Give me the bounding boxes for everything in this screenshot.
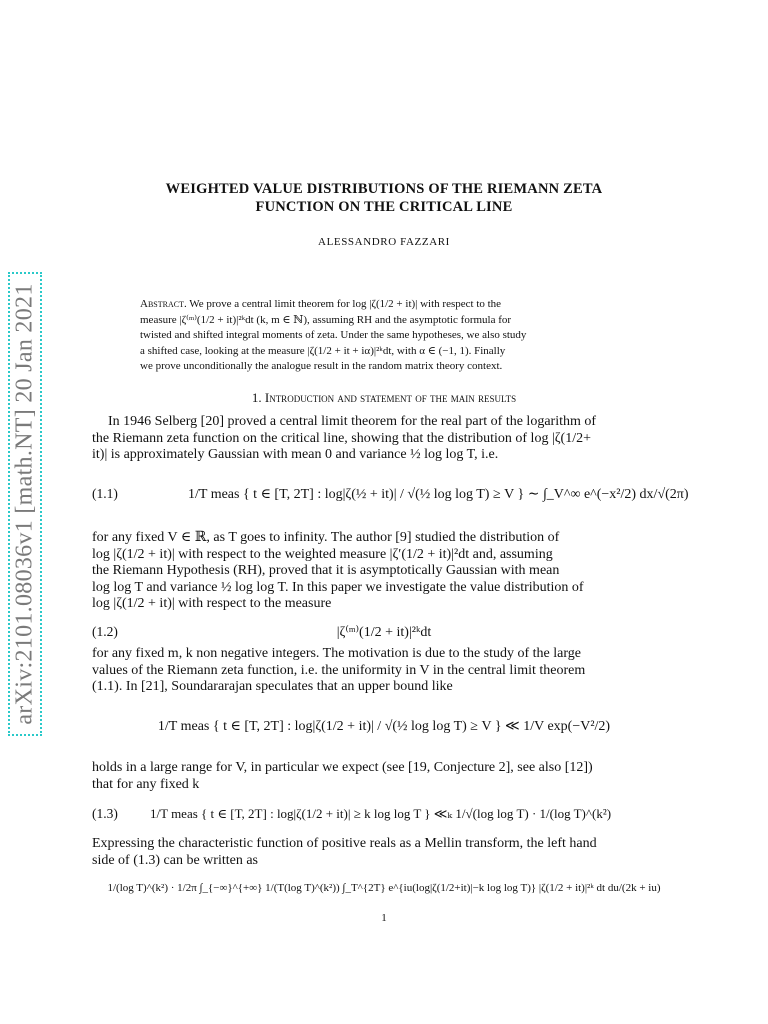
text-line: it)| is approximately Gaussian with mean 0 and variance ½ log log T, i.e. (92, 447, 499, 462)
abstract-line: we prove unconditionally the analogue result in the random matrix theory context. (140, 360, 503, 372)
text-line: side of (1.3) can be written as (92, 852, 258, 868)
arxiv-stamp (8, 272, 42, 736)
equation-label-1-2: (1.2) (92, 624, 118, 639)
equation-1-3: 1/T meas { t ∈ [T, 2T] : log|ζ(1/2 + it)| ≥ k log log T } ≪ₖ 1/√(log log T) · 1/(log T)^(k²) (150, 806, 612, 821)
text-line: the Riemann zeta function on the critical line, showing that the distribution of log |ζ(1/2+ (92, 430, 591, 446)
abstract-label: Abstract. (140, 298, 187, 310)
paper-title-line1: WEIGHTED VALUE DISTRIBUTIONS OF THE RIEMANN ZETA (165, 181, 603, 197)
paragraph-5 (92, 836, 680, 869)
equation-label-1-1: (1.1) (92, 486, 118, 501)
equation-unnumbered: 1/T meas { t ∈ [T, 2T] : log|ζ(1/2 + it)| / √(½ log log T) ≥ V } ≪ 1/V exp(−V²/2) (157, 719, 611, 734)
page-number: 1 (381, 912, 387, 924)
text-line: the Riemann Hypothesis (RH), proved that it is asymptotically Gaussian with mean (92, 563, 560, 578)
abstract-line: measure |ζ⁽ᵐ⁾(1/2 + it)|²ᵏdt (k, m ∈ ℕ), assuming RH and the asymptotic formula for (140, 313, 512, 326)
text-line: (1.1). In [21], Soundararajan speculates that an upper bound like (92, 679, 453, 694)
paragraph-3 (92, 646, 680, 696)
equation-mellin: 1/(log T)^(k²) · 1/2π ∫_{−∞}^{+∞} 1/(T(log T)^(k²)) ∫_T^{2T} e^{iu(log|ζ(1/2+it)|−k log log T)} |ζ(1/2 + it)|²ᵏ dt du/(2k + iu) (107, 882, 661, 894)
text-line: In 1946 Selberg [20] proved a central limit theorem for the real part of the logarithm of (108, 414, 597, 429)
equation-label-1-3: (1.3) (92, 806, 118, 821)
text-line: log log T and variance ½ log log T. In this paper we investigate the value distribution of (92, 579, 584, 595)
text-line: that for any fixed k (92, 776, 200, 792)
text-line: log |ζ(1/2 + it)| with respect to the weighted measure |ζ′(1/2 + it)|²dt and, assuming (92, 546, 553, 562)
paragraph-4 (92, 760, 680, 793)
text-line: Expressing the characteristic function of positive reals as a Mellin transform, the left hand (92, 836, 597, 851)
text-line: holds in a large range for V, in particular we expect (see [19, Conjecture 2], see also [12]) (92, 760, 593, 775)
abstract-line: twisted and shifted integral moments of zeta. Under the same hypotheses, we also study (140, 329, 527, 341)
text-line: log |ζ(1/2 + it)| with respect to the measure (92, 596, 332, 611)
abstract-line: We prove a central limit theorem for log |ζ(1/2 + it)| with respect to the (189, 298, 502, 310)
paragraph-1 (92, 414, 680, 464)
equation-1-2: |ζ⁽ᵐ⁾(1/2 + it)|²ᵏdt (336, 625, 432, 640)
abstract (140, 297, 634, 375)
paper-title-line2: FUNCTION ON THE CRITICAL LINE (255, 199, 513, 215)
arxiv-stamp-text: arXiv:2101.08036v1 [math.NT] 20 Jan 2021 (11, 283, 38, 725)
section-heading: 1. Introduction and statement of the main results (251, 390, 517, 405)
author-name: ALESSANDRO FAZZARI (318, 236, 450, 248)
equation-1-1: 1/T meas { t ∈ [T, 2T] : log|ζ(½ + it)| / √(½ log log T) ≥ V } ∼ ∫_V^∞ e^(−x²/2) dx/√(2π) (188, 487, 689, 502)
abstract-line: a shifted case, looking at the measure |ζ(1/2 + it + iα)|²ᵏdt, with α ∈ (−1, 1). Finally (140, 344, 506, 357)
paragraph-2 (92, 530, 680, 613)
text-line: for any fixed V ∈ ℝ, as T goes to infinity. The author [9] studied the distribution of (92, 530, 560, 545)
text-line: values of the Riemann zeta function, i.e. the uniformity in V in the central limit theorem (92, 662, 586, 678)
text-line: for any fixed m, k non negative integers. The motivation is due to the study of the large (92, 646, 581, 661)
